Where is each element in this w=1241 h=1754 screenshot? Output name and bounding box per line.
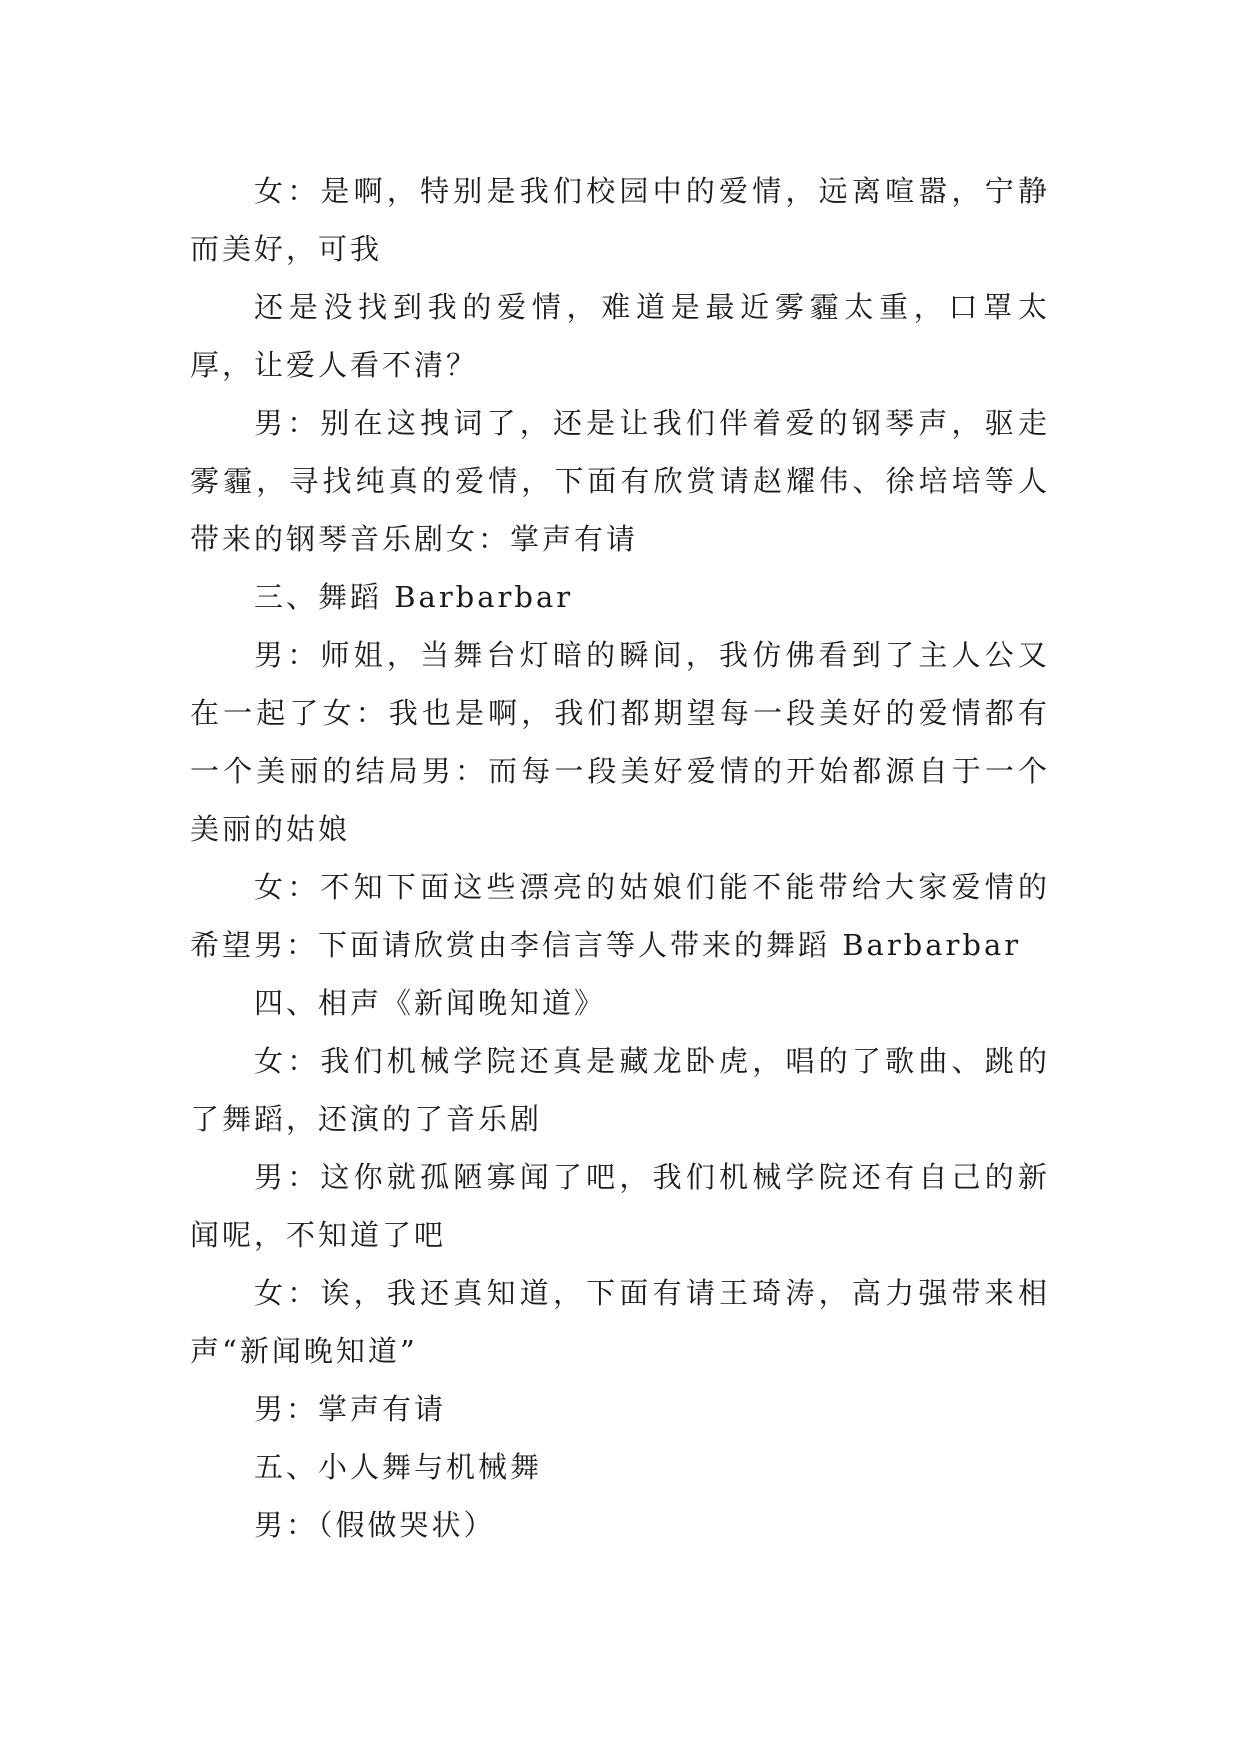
paragraph: 男：这你就孤陋寡闻了吧，我们机械学院还有自己的新闻呢，不知道了吧 xyxy=(190,1160,1050,1252)
document-body xyxy=(190,162,1050,1554)
paragraph: 男：师姐，当舞台灯暗的瞬间，我仿佛看到了主人公又在一起了女：我也是啊，我们都期望每一段美好的爱情都有一个美丽的结局男：而每一段美好爱情的开始都源自于一个美丽的姑娘 xyxy=(190,638,1050,846)
paragraph: 男：别在这拽词了，还是让我们伴着爱的钢琴声，驱走雾霾，寻找纯真的爱情，下面有欣赏请赵耀伟、徐培培等人带来的钢琴音乐剧女：掌声有请 xyxy=(190,406,1050,556)
paragraph: 男：（假做哭状） xyxy=(254,1508,496,1542)
paragraph: 女：诶，我还真知道，下面有请王琦涛，高力强带来相声“新闻晚知道” xyxy=(190,1276,1050,1368)
paragraph: 女：是啊，特别是我们校园中的爱情，远离喧嚣，宁静而美好，可我 xyxy=(190,174,1050,266)
paragraph: 男：掌声有请 xyxy=(254,1392,447,1426)
paragraph: 女：不知下面这些漂亮的姑娘们能不能带给大家爱情的希望男：下面请欣赏由李信言等人带来的舞蹈 Barbarbar xyxy=(190,870,1050,962)
section-heading: 五、小人舞与机械舞 xyxy=(254,1450,543,1484)
paragraph: 还是没找到我的爱情，难道是最近雾霾太重，口罩太厚，让爱人看不清？ xyxy=(190,290,1050,382)
section-heading: 三、舞蹈 Barbarbar xyxy=(254,580,574,614)
paragraph: 女：我们机械学院还真是藏龙卧虎，唱的了歌曲、跳的了舞蹈，还演的了音乐剧 xyxy=(190,1044,1050,1136)
section-heading: 四、相声《新闻晚知道》 xyxy=(254,986,607,1020)
